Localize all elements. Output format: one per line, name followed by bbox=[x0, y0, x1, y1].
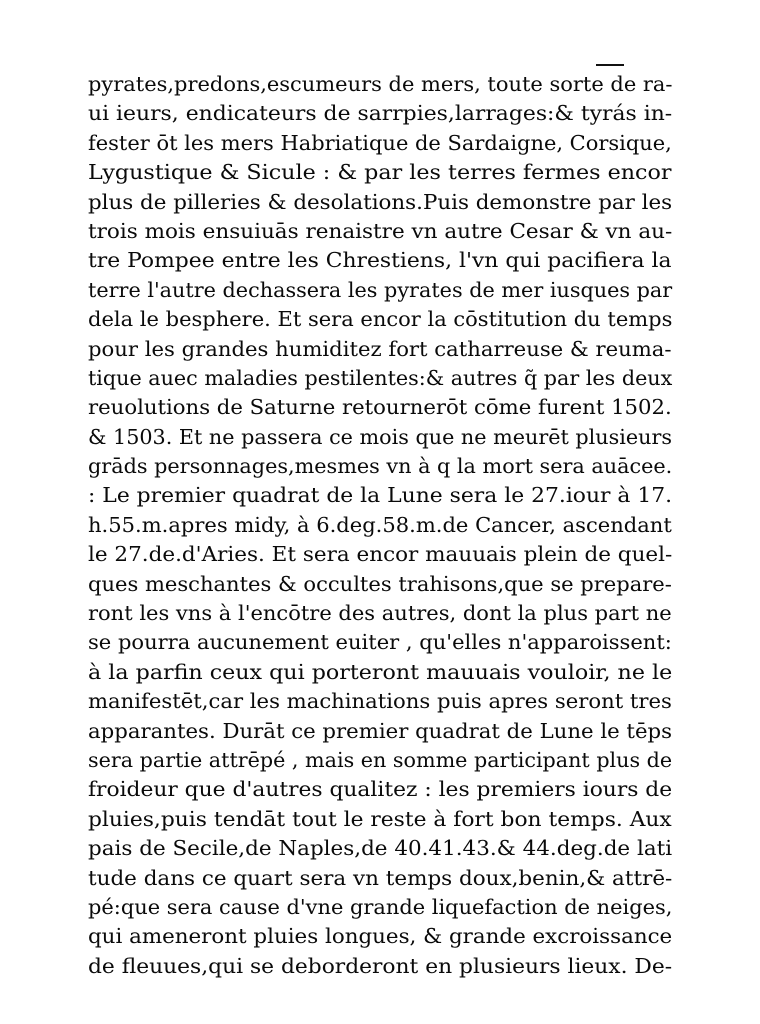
text-line: ront les vns à l'encōtre des autres, dont la plus part ne bbox=[88, 601, 672, 626]
text-line: ui ieurs, endicateurs de sarrpies,larrages:& tyrás in- bbox=[88, 101, 673, 126]
text-line: pais de Secile,de Naples,de 40.41.43.& 44.deg.de lati bbox=[88, 836, 673, 861]
text-line: Lygustique & Sicule : & par les terres fermes encor bbox=[88, 160, 672, 185]
text-line: h.55.m.apres midy, à 6.deg.58.m.de Cancer, ascendant bbox=[88, 512, 672, 537]
text-line: pour les grandes humiditez fort catharreuse & reuma- bbox=[88, 336, 672, 361]
text-line: terre l'autre dechassera les pyrates de mer iusques par bbox=[88, 277, 673, 302]
text-line: qui ameneront pluies longues, & grande excroissance bbox=[88, 924, 673, 949]
text-line: dela le besphere. Et sera encor la cōstitution du temps bbox=[88, 307, 673, 332]
top-rule bbox=[596, 64, 624, 66]
text-line: & 1503. Et ne passera ce mois que ne meurēt plusieurs bbox=[88, 424, 673, 449]
text-line: tique auec maladies pestilentes:& autres q̃ par les deux bbox=[88, 365, 673, 390]
text-line: sera partie attrēpé , mais en somme participant plus de bbox=[88, 747, 673, 772]
text-line: : Le premier quadrat de la Lune sera le 27.iour à 17. bbox=[88, 483, 673, 508]
text-line: grāds personnages,mesmes vn à q la mort sera auācee. bbox=[88, 454, 673, 479]
text-line: tude dans ce quart sera vn temps doux,benin,& attrē- bbox=[88, 865, 673, 890]
text-line: pluies,puis tendāt tout le reste à fort bon temps. Aux bbox=[88, 806, 672, 831]
text-line: reuolutions de Saturne retournerōt cōme furent 1502. bbox=[88, 395, 672, 420]
text-line: pé:que sera cause d'vne grande liquefaction de neiges, bbox=[88, 894, 673, 919]
text-line: froideur que d'autres qualitez : les premiers iours de bbox=[88, 777, 673, 802]
text-line: trois mois ensuiuās renaistre vn autre Cesar & vn au- bbox=[88, 218, 673, 243]
body-text bbox=[88, 70, 688, 981]
text-line: tre Pompee entre les Chrestiens, l'vn qui pacifiera la bbox=[88, 248, 672, 273]
text-line: fester ōt les mers Habriatique de Sardaigne, Corsique, bbox=[88, 130, 672, 155]
text-line: plus de pilleries & desolations.Puis demonstre par les bbox=[88, 189, 673, 214]
text-line: se pourra aucunement euiter , qu'elles n'apparoissent: bbox=[88, 630, 672, 655]
text-line: de fleuues,qui se deborderont en plusieurs lieux. De- bbox=[88, 953, 673, 978]
text-line: le 27.de.d'Aries. Et sera encor mauuais plein de quel- bbox=[88, 542, 673, 567]
text-line: apparantes. Durāt ce premier quadrat de Lune le tēps bbox=[88, 718, 673, 743]
text-line: manifestēt,car les machinations puis apres seront tres bbox=[88, 689, 672, 714]
text-line: ques meschantes & occultes trahisons,que se prepare- bbox=[88, 571, 672, 596]
text-line: pyrates,predons,escumeurs de mers, toute sorte de ra- bbox=[88, 72, 673, 96]
text-line: à la parfin ceux qui porteront mauuais vouloir, ne le bbox=[88, 659, 673, 684]
